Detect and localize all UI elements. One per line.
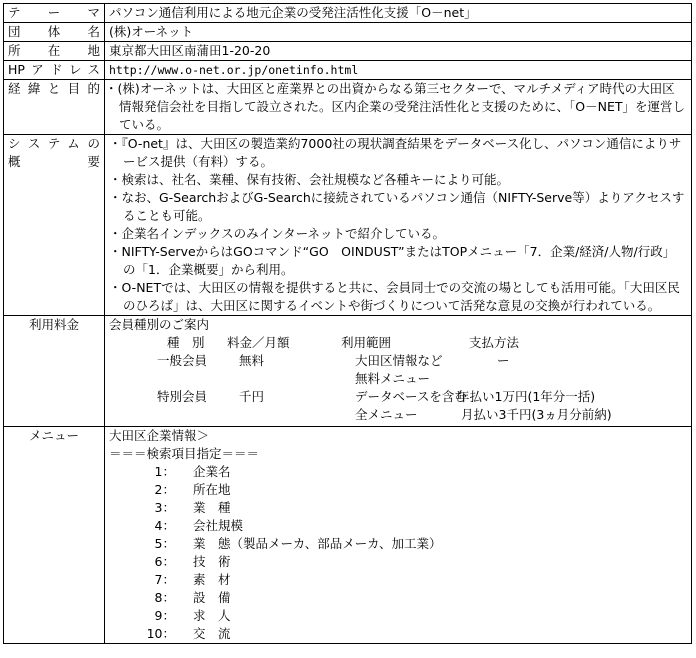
menu-item-name: 所在地 <box>193 482 231 497</box>
menu-item-name: 交 流 <box>193 626 231 641</box>
menu-item-number: 1： <box>154 464 175 479</box>
menu-item <box>109 553 687 571</box>
label-background: 経緯と目的 <box>4 80 105 135</box>
system-item: ・なお、G-SearchおよびG-Searchに接続されているパソコン通信（NIFTY-Serve等）よりアクセスすることも可能。 <box>109 190 685 223</box>
label-org: 団 体 名 <box>4 23 105 42</box>
special-type: 特別会員 <box>157 389 208 404</box>
special-fee: 千円 <box>239 389 265 404</box>
menu-item <box>109 517 687 535</box>
hp-link[interactable]: http://www.o-net.or.jp/onetinfo.html <box>105 61 692 80</box>
system-item: ・企業名インデックスのみインターネットで紹介している。 <box>109 226 446 241</box>
value-background: ・(株)オーネットは、大田区と産業界との出資からなる第三セクターで、マルチメディア時代の大田区情報発信会社を目指して設立された。区内企業の受発注活性化と支援のために、「O－NET」を運営している。 <box>105 80 692 135</box>
menu-item <box>109 463 687 481</box>
value-system <box>105 135 692 316</box>
menu-item-number: 7： <box>154 572 175 587</box>
menu-item-name: 業 態（製品メーカ、部品メーカ、加工業） <box>193 536 442 551</box>
menu-item-number: 3： <box>154 500 175 515</box>
row-hp <box>4 61 692 80</box>
value-theme: パソコン通信利用による地元企業の受発注活性化支援「O－net」 <box>105 4 692 23</box>
special-scope1: データベースを含む <box>355 389 467 404</box>
value-address: 東京都大田区南蒲田1-20-20 <box>105 42 692 61</box>
special-payment1: 年払い1万円(1年分一括) <box>457 389 596 404</box>
menu-item-name: 技 術 <box>193 554 231 569</box>
menu-subtitle: ＝＝＝検索項目指定＝＝＝ <box>109 446 260 461</box>
row-system <box>4 135 692 316</box>
menu-item-name: 求 人 <box>193 608 231 623</box>
menu-item-number: 10： <box>146 626 175 641</box>
menu-item-name: 会社規模 <box>193 518 244 533</box>
row-menu <box>4 427 692 644</box>
fee-header-payment: 支払方法 <box>469 335 520 350</box>
menu-item <box>109 607 687 625</box>
general-fee: 無料 <box>239 353 265 368</box>
system-item: ・『O-net』は、大田区の製造業約7000社の現状調査結果をデータベース化し、パソコン通信によりサービス提供（有料）する。 <box>109 136 682 169</box>
fee-header-scope: 利用範囲 <box>341 335 392 350</box>
menu-list <box>109 463 687 643</box>
label-system-line1: システムの <box>8 136 100 151</box>
row-fee <box>4 316 692 427</box>
menu-item-number: 5： <box>154 536 175 551</box>
menu-item-number: 6： <box>154 554 175 569</box>
general-type: 一般会員 <box>157 353 208 368</box>
menu-item-name: 素 材 <box>193 572 231 587</box>
special-scope2: 全メニュー <box>355 407 418 422</box>
menu-item-name: 設 備 <box>193 590 231 605</box>
system-item: ・検索は、社名、業種、保有技術、会社規模など各種キーにより可能。 <box>109 172 510 187</box>
system-item: ・NIFTY-ServeからはGOコマンド“GO OINDUST”またはTOPメニュー「7．企業/経済/人物/行政」の「1．企業概要」から利用。 <box>109 244 676 277</box>
row-address <box>4 42 692 61</box>
label-theme: テ ー マ <box>4 4 105 23</box>
label-fee: 利用料金 <box>4 316 105 427</box>
label-system <box>4 135 105 316</box>
menu-item-number: 2： <box>154 482 175 497</box>
menu-item-number: 8： <box>154 590 175 605</box>
menu-item <box>109 481 687 499</box>
menu-item <box>109 571 687 589</box>
menu-item <box>109 535 687 553</box>
fee-header-type: 種 別 <box>167 335 205 350</box>
row-background <box>4 80 692 135</box>
special-payment2: 月払い3千円(3ヵ月分前納) <box>461 407 612 422</box>
menu-item <box>109 499 687 517</box>
value-fee <box>105 316 692 427</box>
general-scope2: 無料メニュー <box>355 371 431 386</box>
fee-intro: 会員種別のご案内 <box>109 317 210 332</box>
general-payment: ー <box>497 353 510 368</box>
menu-item-number: 9： <box>154 608 175 623</box>
menu-item-number: 4： <box>154 518 175 533</box>
value-org: (株)オーネット <box>105 23 692 42</box>
info-table <box>3 3 692 644</box>
fee-header-fee: 料金／月額 <box>227 335 290 350</box>
value-menu <box>105 427 692 644</box>
row-org <box>4 23 692 42</box>
label-menu: メニュー <box>4 427 105 644</box>
fee-table <box>109 334 687 424</box>
label-system-line2: 概 要 <box>8 154 100 169</box>
label-hp: HPアドレス <box>4 61 105 80</box>
menu-item-name: 企業名 <box>193 464 231 479</box>
label-address: 所 在 地 <box>4 42 105 61</box>
menu-item-name: 業 種 <box>193 500 231 515</box>
menu-item <box>109 589 687 607</box>
menu-title: 大田区企業情報＞ <box>109 428 210 443</box>
row-theme <box>4 4 692 23</box>
general-scope1: 大田区情報など <box>355 353 443 368</box>
system-item: ・O-NETでは、大田区の情報を提供すると共に、会員同士での交流の場としても活用可能。「大田区民のひろば」は、大田区に関するイベントや街づくりについて活発な意見の交換が行われている。 <box>109 280 680 313</box>
menu-item <box>109 625 687 643</box>
